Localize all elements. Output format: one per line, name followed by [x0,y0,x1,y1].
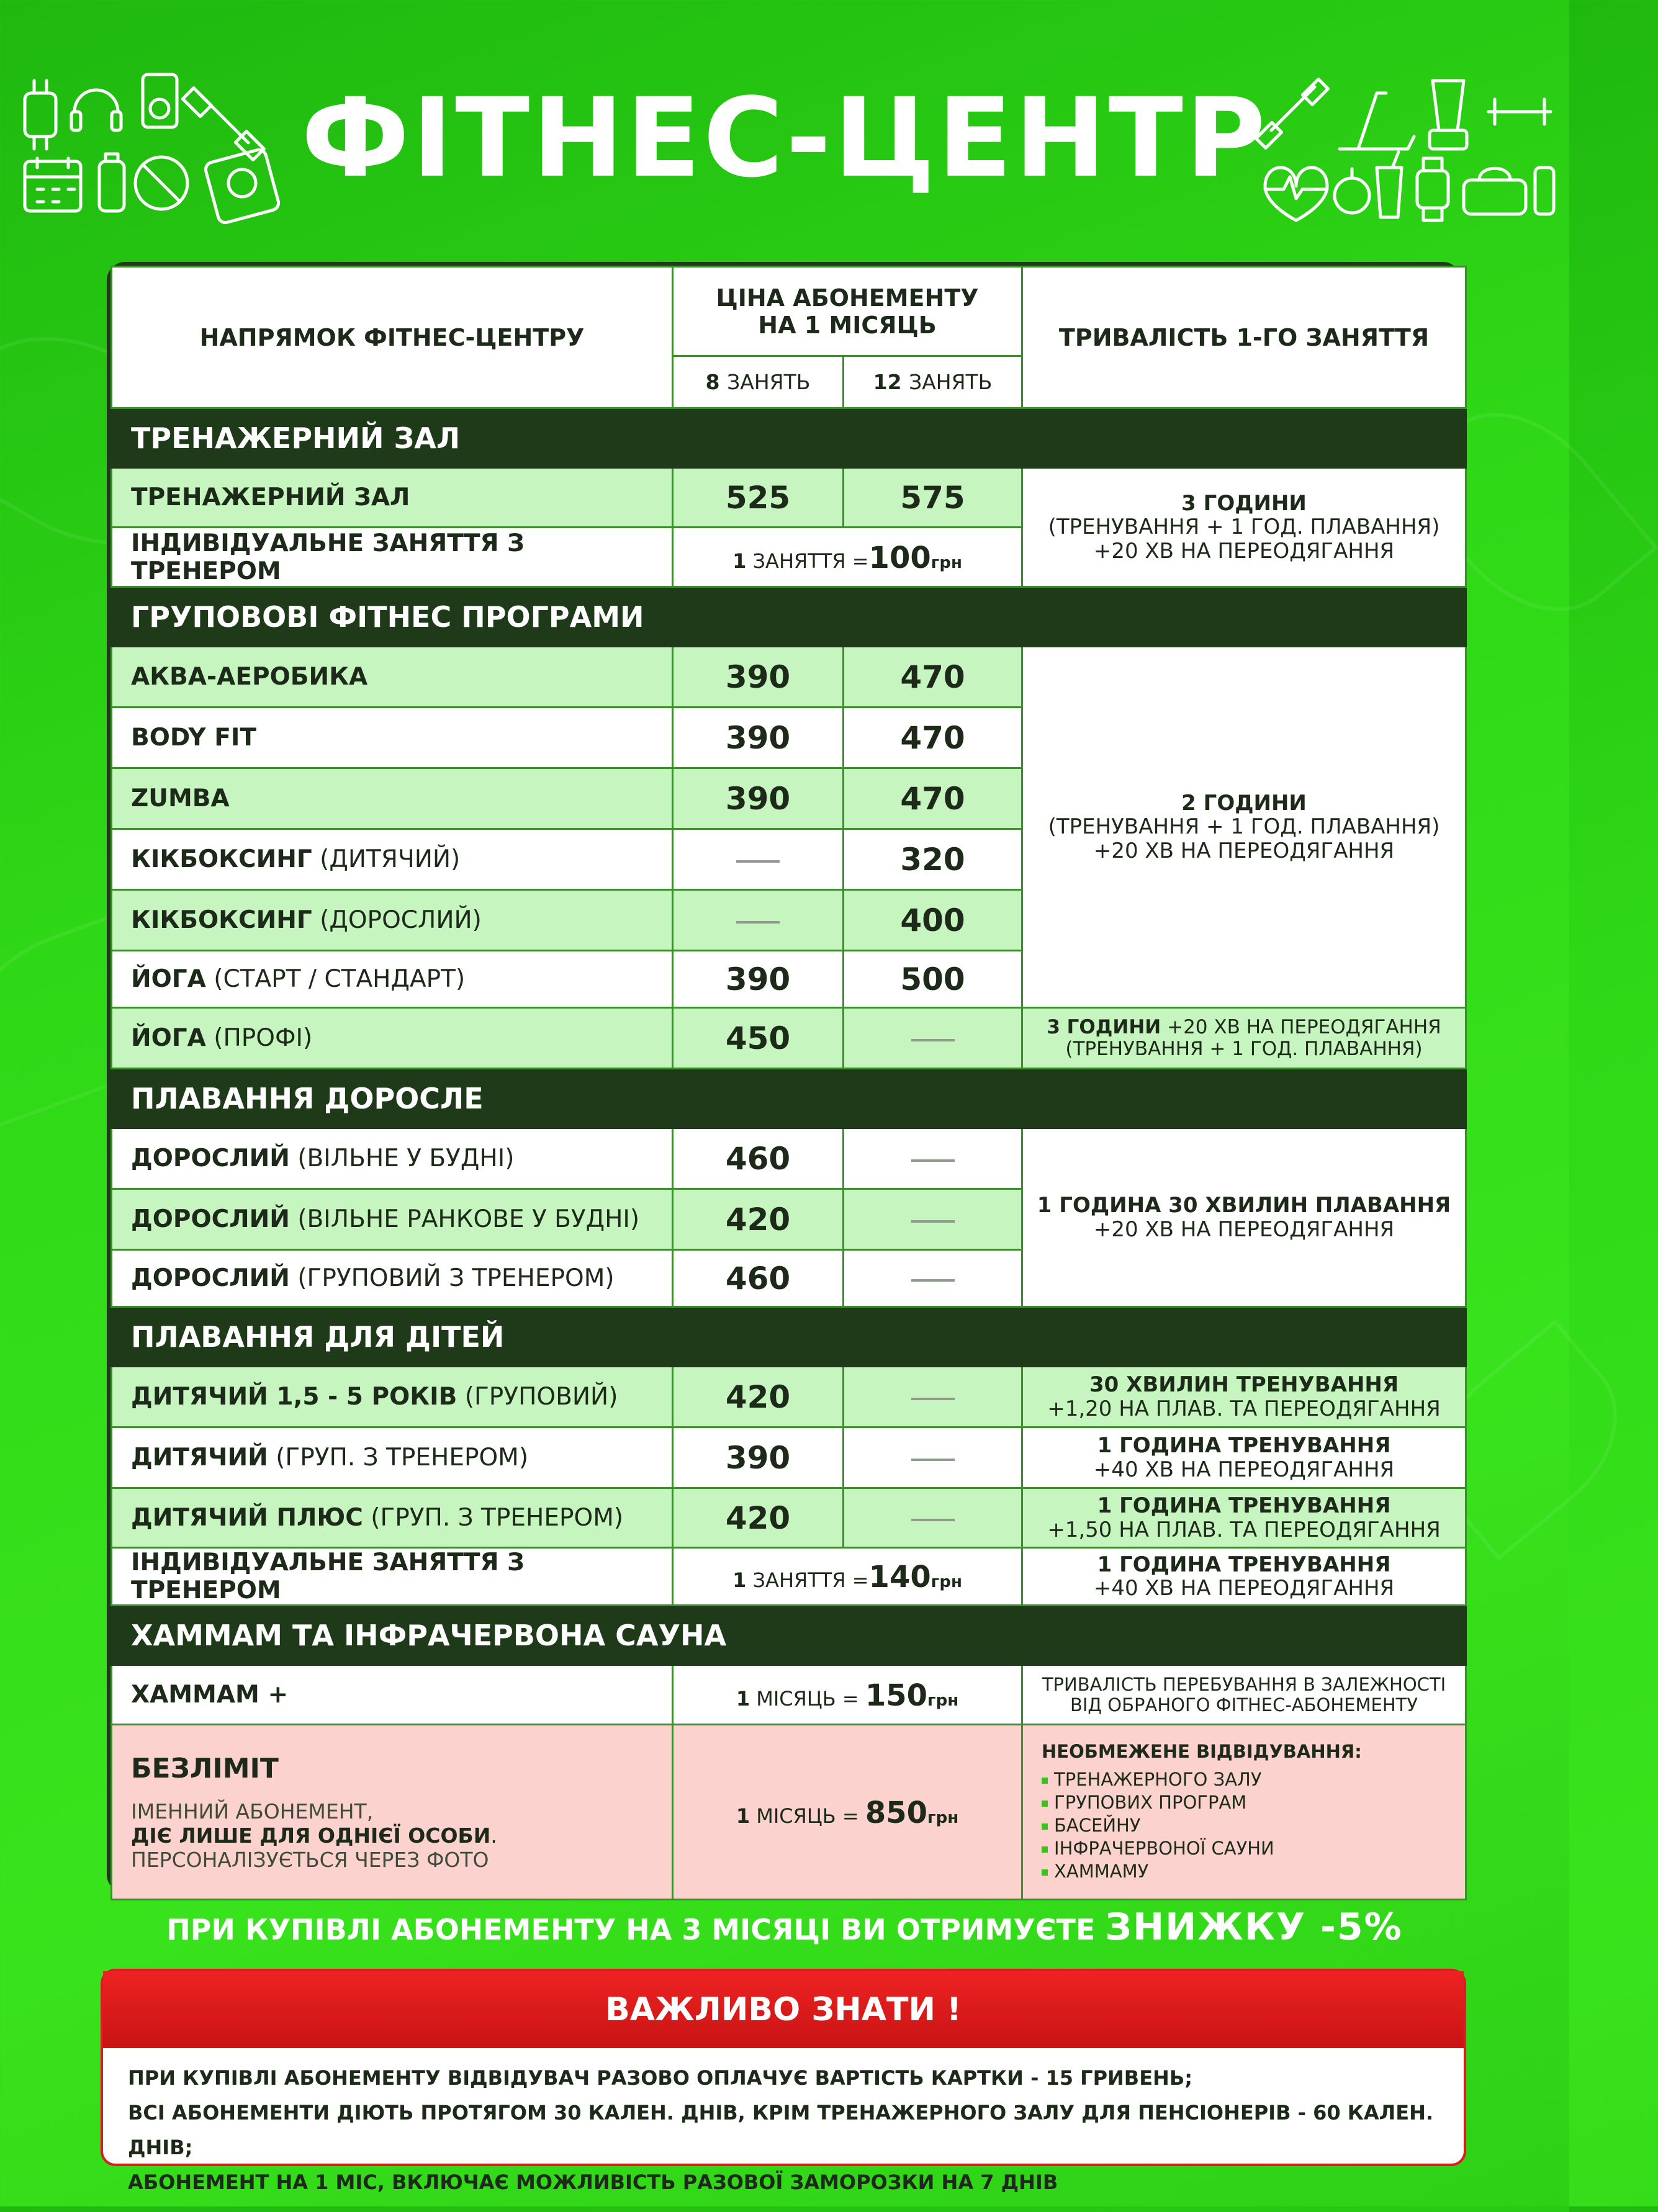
price-individual: 1 ЗАНЯТТЯ =100грн [673,528,1022,587]
duration-kids: 1 ГОДИНА ТРЕНУВАННЯ +40 ХВ НА ПЕРЕОДЯГАННЯ [1022,1427,1466,1488]
hammam-name: ХАММАМ + [112,1665,673,1725]
header-8-sessions: 8 ЗАНЯТЬ [673,356,844,408]
price-12: 500 [844,951,1022,1008]
price-8: 390 [673,1427,844,1488]
price-12-empty [844,1189,1022,1250]
dash-icon [911,1398,955,1400]
duration-kids: 30 ХВИЛИН ТРЕНУВАННЯ +1,20 НА ПЛАВ. ТА ПЕРЕОДЯГАННЯ [1022,1367,1466,1427]
price-12-empty [844,1008,1022,1069]
unlimited-cell: БЕЗЛІМІТ ІМЕННИЙ АБОНЕМЕНТ, ДІЄ ЛИШЕ ДЛЯ ОДНІЄЇ ОСОБИ. ПЕРСОНАЛІЗУЄТЬСЯ ЧЕРЕЗ ФОТО [112,1725,673,1900]
price-12: 470 [844,768,1022,829]
row-gym-name: ТРЕНАЖЕРНИЙ ЗАЛ [112,468,673,528]
price-8-empty [673,829,844,890]
juice-icon [1377,152,1402,217]
price-12-empty [844,1250,1022,1307]
price-12: 400 [844,890,1022,951]
section-adult-swim: ПЛАВАННЯ ДОРОСЛЕ [112,1069,1466,1128]
benefit-item: ХАММАМУ [1042,1860,1465,1883]
duration-gym: 3 ГОДИНИ (ТРЕНУВАННЯ + 1 ГОД. ПЛАВАННЯ) +20 ХВ НА ПЕРЕОДЯГАННЯ [1022,468,1466,587]
kids-row-name: ДИТЯЧИЙ 1,5 - 5 РОКІВ (ГРУПОВИЙ) [112,1367,673,1427]
page-title: ФІТНЕС-ЦЕНТР [301,74,1268,202]
dash-icon [911,1220,955,1223]
group-row-name: КІКБОКСИНГ (ДОРОСЛИЙ) [112,890,673,951]
group-row-name: BODY FIT [112,708,673,768]
dash-icon [911,1039,955,1041]
heartbeat-icon [1265,168,1327,220]
price-12: 470 [844,708,1022,768]
price-8: 460 [673,1128,844,1189]
header-duration: ТРИВАЛІСТЬ 1-ГО ЗАНЯТТЯ [1022,267,1466,408]
barbell-icon [1489,99,1551,124]
section-kids-swim: ПЛАВАННЯ ДЛЯ ДІТЕЙ [112,1307,1466,1367]
duration-yoga-pro: 3 ГОДИНИ +20 ХВ НА ПЕРЕОДЯГАННЯ (ТРЕНУВАННЯ + 1 ГОД. ПЛАВАННЯ) [1022,1008,1466,1069]
price-12-empty [844,1367,1022,1427]
price-8: 450 [673,1008,844,1069]
price-8-empty [673,890,844,951]
price-8: 525 [673,468,844,528]
price-kids-individual: 1 ЗАНЯТТЯ =140грн [673,1548,1022,1606]
price-8: 390 [673,708,844,768]
important-title: ВАЖЛИВО ЗНАТИ ! [103,1971,1464,2048]
benefit-item: ТРЕНАЖЕРНОГО ЗАЛУ [1042,1768,1465,1791]
price-8: 420 [673,1488,844,1548]
important-line: ВСІ АБОНЕМЕНТИ ДІЮТЬ ПРОТЯГОМ 30 КАЛЕН. ДНІВ, КРІМ ТРЕНАЖЕРНОГО ЗАЛУ ДЛЯ ПЕНСІОНЕРІВ - 60 КАЛЕН. ДНІВ; [128,2101,1434,2159]
fitness-icons-right [1246,56,1557,230]
benefit-item: ГРУПОВИХ ПРОГРАМ [1042,1791,1465,1814]
blender-icon [1430,81,1467,149]
adult-row-name: ДОРОСЛИЙ (ВІЛЬНЕ У БУДНІ) [112,1128,673,1189]
price-8: 390 [673,647,844,708]
dash-icon [736,921,780,924]
dash-icon [736,860,780,863]
header-12-sessions: 12 ЗАНЯТЬ [844,356,1022,408]
price-12: 470 [844,647,1022,708]
kids-row-name: ДИТЯЧИЙ ПЛЮС (ГРУП. З ТРЕНЕРОМ) [112,1488,673,1548]
price-8: 420 [673,1189,844,1250]
dumbbell-icon [1256,79,1328,148]
section-group: ГРУПОВОВІ ФІТНЕС ПРОГРАМИ [112,587,1466,647]
kids-individual-name: ІНДИВІДУАЛЬНЕ ЗАНЯТТЯ З ТРЕНЕРОМ [112,1548,673,1606]
group-row-name: ZUMBA [112,768,673,829]
price-8: 390 [673,951,844,1008]
important-line: ПРИ КУПІВЛІ АБОНЕМЕНТУ ВІДВІДУВАЧ РАЗОВО ОПЛАЧУЄ ВАРТІСТЬ КАРТКИ - 15 ГРИВЕНЬ; [128,2066,1193,2090]
section-gym: ТРЕНАЖЕРНИЙ ЗАЛ [112,408,1466,468]
duration-kids-individual: 1 ГОДИНА ТРЕНУВАННЯ +40 ХВ НА ПЕРЕОДЯГАННЯ [1022,1548,1466,1606]
row-individual-name: ІНДИВІДУАЛЬНЕ ЗАНЯТТЯ З ТРЕНЕРОМ [112,528,673,587]
price-unlimited: 1 МІСЯЦЬ = 850грн [673,1725,1022,1900]
smartwatch-icon [1417,158,1448,220]
group-row-name: КІКБОКСИНГ (ДИТЯЧИЙ) [112,829,673,890]
treadmill-icon [1340,93,1414,149]
dash-icon [911,1519,955,1521]
group-row-name: ЙОГА (СТАРТ / СТАНДАРТ) [112,951,673,1008]
duration-adult-swim: 1 ГОДИНА 30 ХВИЛИН ПЛАВАННЯ +20 ХВ НА ПЕРЕОДЯГАННЯ [1022,1128,1466,1307]
price-8: 420 [673,1367,844,1427]
price-8: 460 [673,1250,844,1307]
price-12-empty [844,1128,1022,1189]
gym-bag-icon [1464,168,1526,214]
dash-icon [911,1279,955,1282]
duration-group: 2 ГОДИНИ (ТРЕНУВАННЯ + 1 ГОД. ПЛАВАННЯ) +20 ХВ НА ПЕРЕОДЯГАННЯ [1022,647,1466,1008]
kids-row-name: ДИТЯЧИЙ (ГРУП. З ТРЕНЕРОМ) [112,1427,673,1488]
benefit-item: БАСЕЙНУ [1042,1814,1465,1837]
price-table [107,262,1461,1893]
water-bottle-icon [1535,168,1554,214]
group-row-name: ЙОГА (ПРОФІ) [112,1008,673,1069]
price-8: 390 [673,768,844,829]
price-12-empty [844,1488,1022,1548]
price-12: 575 [844,468,1022,528]
important-line: АБОНЕМЕНТ НА 1 МІС, ВКЛЮЧАЄ МОЖЛИВІСТЬ РАЗОВОЇ ЗАМОРОЗКИ НА 7 ДНІВ [128,2170,1058,2194]
apple-icon [1335,169,1369,213]
price-12: 320 [844,829,1022,890]
discount-banner: ПРИ КУПІВЛІ АБОНЕМЕНТУ НА 3 МІСЯЦІ ВИ ОТРИМУЄТЕ ЗНИЖКУ -5% [166,1905,1403,1949]
price-hammam: 1 МІСЯЦЬ = 150грн [673,1665,1022,1725]
dash-icon [911,1159,955,1162]
header-direction: НАПРЯМОК ФІТНЕС-ЦЕНТРУ [112,267,673,408]
important-box [101,1969,1466,2194]
adult-row-name: ДОРОСЛИЙ (ВІЛЬНЕ РАНКОВЕ У БУДНІ) [112,1189,673,1250]
dash-icon [911,1459,955,1461]
group-row-name: АКВА-АЕРОБИКА [112,647,673,708]
duration-kids: 1 ГОДИНА ТРЕНУВАННЯ +1,50 НА ПЛАВ. ТА ПЕРЕОДЯГАННЯ [1022,1488,1466,1548]
section-hammam: ХАММАМ ТА ІНФРАЧЕРВОНА САУНА [112,1606,1466,1665]
price-12-empty [844,1427,1022,1488]
adult-row-name: ДОРОСЛИЙ (ГРУПОВИЙ З ТРЕНЕРОМ) [112,1250,673,1307]
unlimited-benefits: НЕОБМЕЖЕНЕ ВІДВІДУВАННЯ: ТРЕНАЖЕРНОГО ЗАЛУ ГРУПОВИХ ПРОГРАМ БАСЕЙНУ ІНФРАЧЕРВОНОЇ САУНИ ХАММАМУ [1022,1725,1466,1900]
benefit-item: ІНФРАЧЕРВОНОЇ САУНИ [1042,1837,1465,1860]
duration-hammam: ТРИВАЛІСТЬ ПЕРЕБУВАННЯ В ЗАЛЕЖНОСТІ ВІД ОБРАНОГО ФІТНЕС-АБОНЕМЕНТУ [1022,1665,1466,1725]
header-price: ЦІНА АБОНЕМЕНТУ НА 1 МІСЯЦЬ [673,267,1022,356]
